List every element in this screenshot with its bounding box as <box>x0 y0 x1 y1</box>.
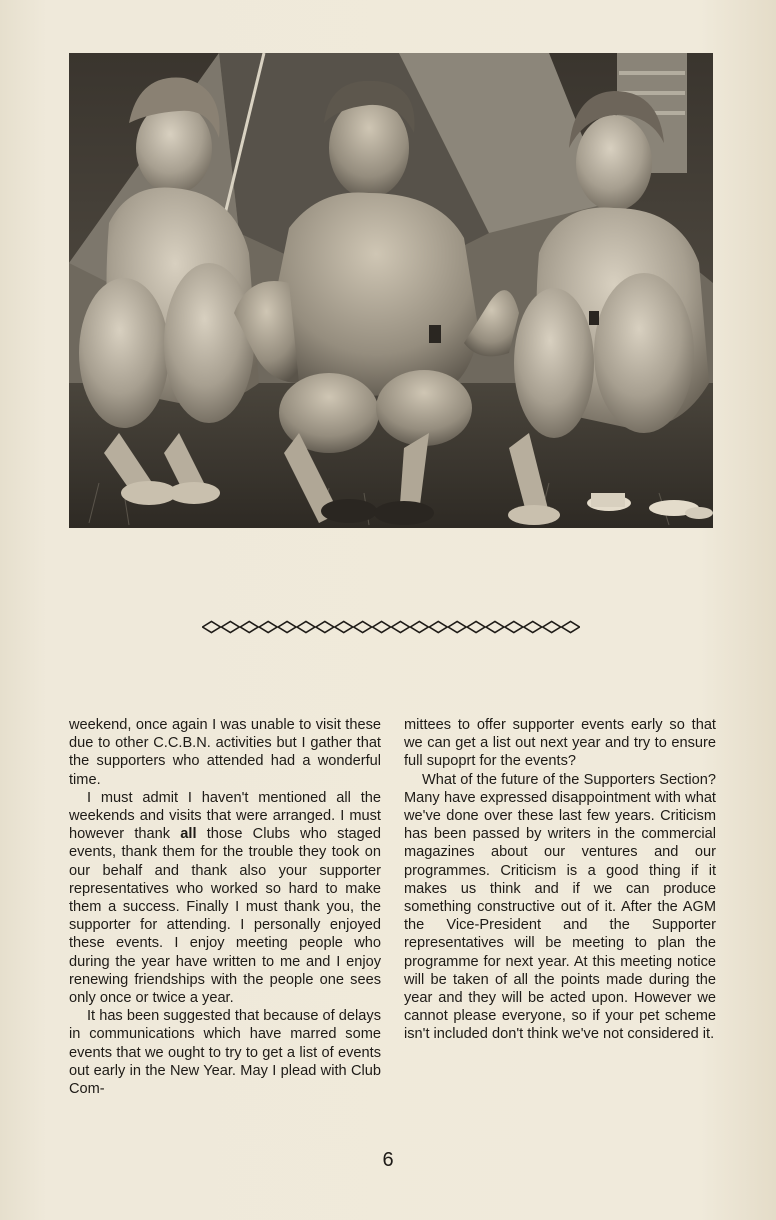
diamond-link-icon <box>354 622 372 633</box>
paragraph-4: mittees to offer supporter events early so that we can get a list out next year and try to ensure full supoprt for the events? <box>404 717 716 770</box>
paragraph-2-emphasis: all <box>180 826 197 843</box>
diamond-link-icon <box>448 622 466 633</box>
diamond-link-icon <box>278 622 296 633</box>
paragraph-1: weekend, once again I was unable to visit these due to other C.C.B.N. activities but I gather that the supporters who attended had a wonderful time. <box>69 717 381 788</box>
diamond-link-icon <box>203 622 221 633</box>
diamond-link-icon <box>486 622 504 633</box>
diamond-link-icon <box>240 622 258 633</box>
diamond-link-icon <box>316 622 334 633</box>
diamond-link-icon <box>410 622 428 633</box>
article-right-column <box>404 716 716 1044</box>
diamond-link-icon <box>335 622 353 633</box>
paragraph-2-part-c: those Clubs who staged events, thank them for the trouble they took on our behalf and thank also your supporter representatives who worked so hard to make them a success. Finally I must thank you, the supporter for attending. I personally enjoyed these events. I enjoy meeting people who during the year have written to me and I enjoy renewing friendships with the people one sees only once or twice a year. <box>69 826 381 1007</box>
paragraph-3: It has been suggested that because of delays in communications which have marred some events that we ought to try to get a list of events out early in the New Year. May I plead with Club Com- <box>69 1008 381 1098</box>
page-number: 6 <box>382 1149 394 1171</box>
diamond-link-icon <box>543 622 561 633</box>
paragraph-5: What of the future of the Supporters Section? Many have expressed disappointment with what we've done over these last few years. Criticism has been passed by writers in the commercial magazines about our ventures and our programmes. Criticism is a good thing if it makes us think and if we can produce something constructive out of it. After the AGM the Vice-President and the Supporter representatives will be meeting to plan the programme for next year. At this meeting notice will be taken of all the points made during the year and they will be acted upon. However we cannot please everyone, so if your pet scheme isn't included don't think we've not considered it. <box>404 771 716 1043</box>
diamond-link-icon <box>505 622 523 633</box>
diamond-link-icon <box>429 622 447 633</box>
diamond-chain-ornament-icon <box>202 619 580 635</box>
diamond-link-icon <box>221 622 239 633</box>
diamond-link-icon <box>562 622 580 633</box>
article-left-column <box>69 716 381 1098</box>
photograph-image <box>69 53 713 528</box>
diamond-link-icon <box>373 622 391 633</box>
diamond-link-icon <box>392 622 410 633</box>
diamond-link-icon <box>467 622 485 633</box>
diamond-link-icon <box>524 622 542 633</box>
photograph <box>69 53 713 528</box>
diamond-link-icon <box>259 622 277 633</box>
diamond-link-icon <box>297 622 315 633</box>
paragraph-2-part-a: I must admit I haven't mentioned all the weekends and visits that were arranged. I must however thank <box>69 789 381 843</box>
paragraph-2 <box>69 789 381 1007</box>
